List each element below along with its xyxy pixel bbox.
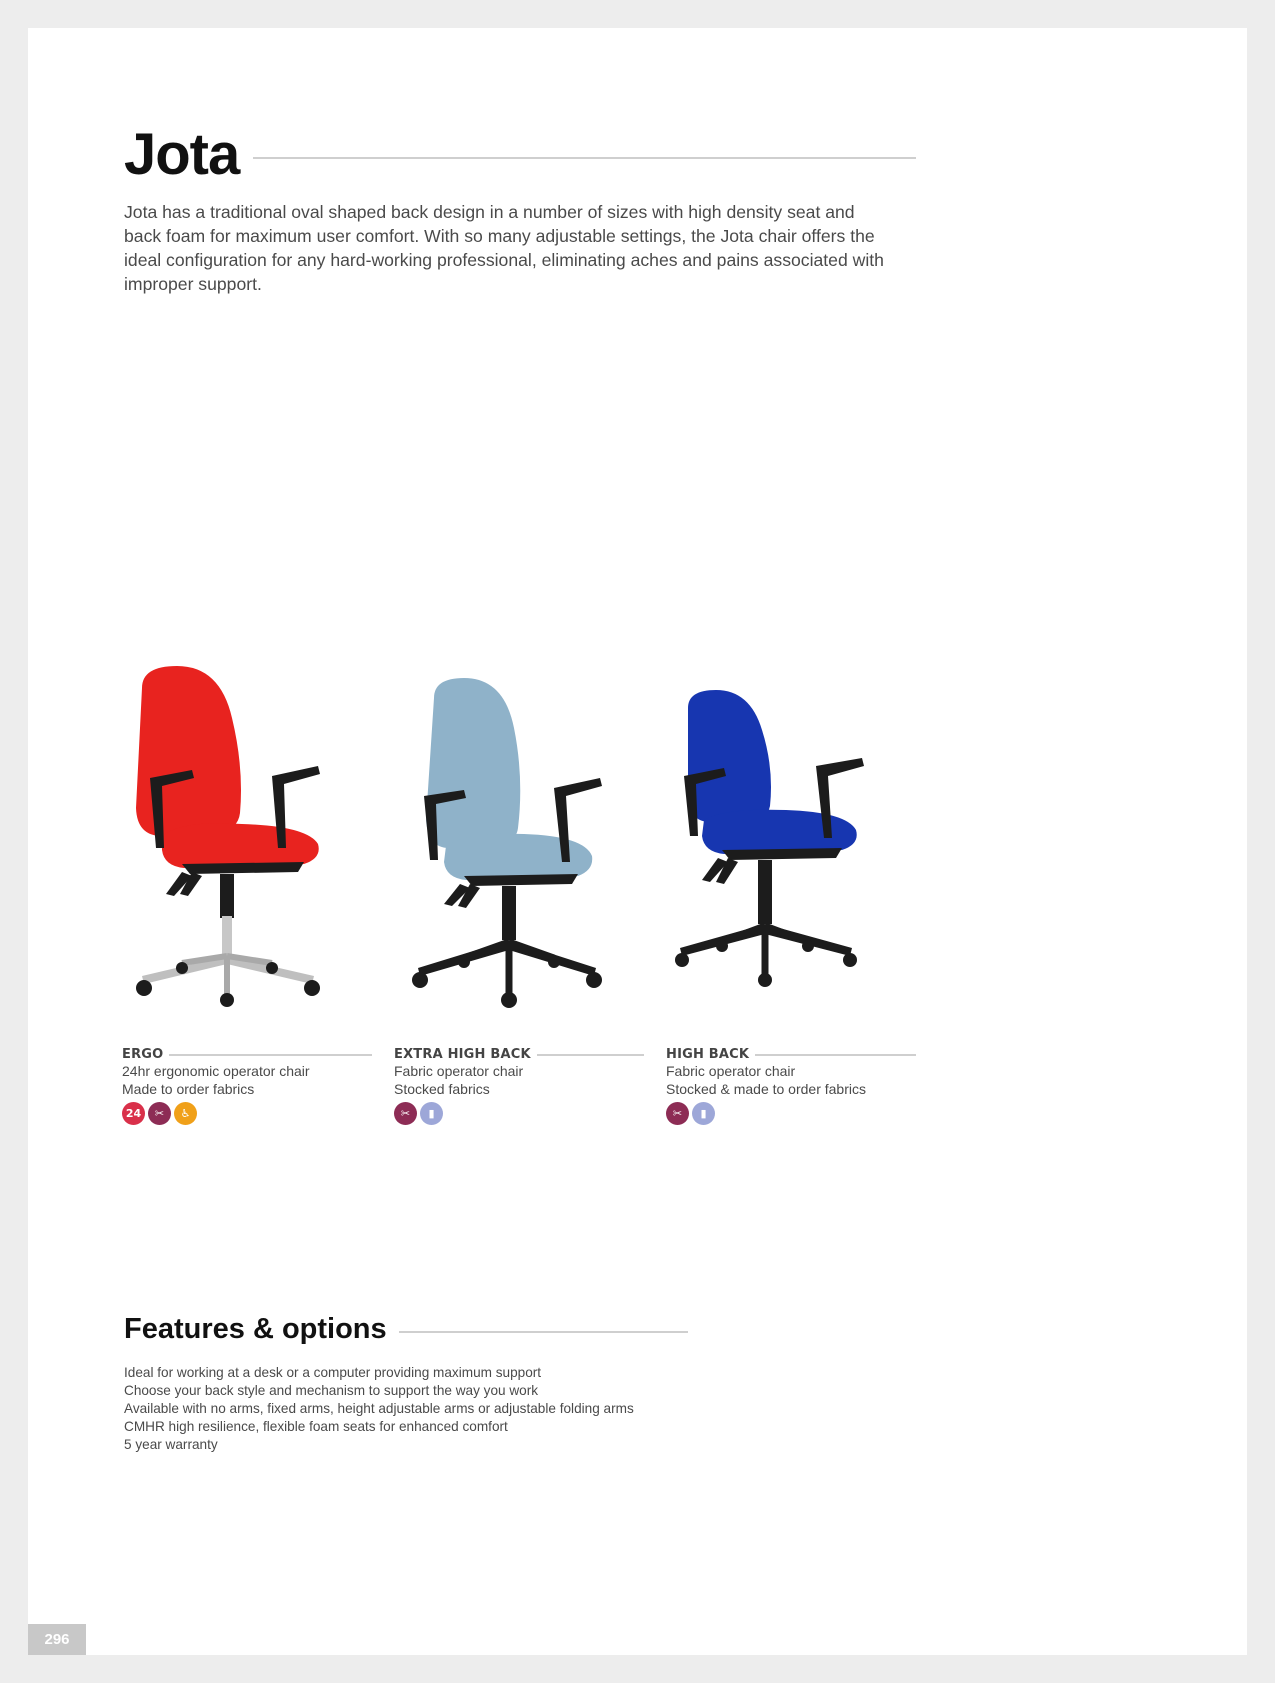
- features-heading-row: [124, 1313, 688, 1346]
- stocked-boxes-icon: ▮: [692, 1102, 715, 1125]
- title-divider: [253, 157, 916, 159]
- ergonomic-seated-person-icon: ♿: [174, 1102, 197, 1125]
- product-description: Fabric operator chair: [394, 1063, 524, 1079]
- feature-item: 5 year warranty: [124, 1437, 218, 1452]
- product-name: EXTRA HIGH BACK: [394, 1047, 531, 1062]
- product-description: 24hr ergonomic operator chair: [122, 1063, 310, 1079]
- chair-photo-extra-high-back: [394, 658, 624, 1043]
- feature-item: CMHR high resilience, flexible foam seats for enhanced comfort: [124, 1419, 508, 1434]
- feature-item: Choose your back style and mechanism to support the way you work: [124, 1383, 539, 1398]
- feature-badges: [122, 1102, 372, 1125]
- 24-hour-icon: 24: [122, 1102, 145, 1125]
- made-to-order-scissors-icon: ✂: [666, 1102, 689, 1125]
- feature-badges: [394, 1102, 644, 1125]
- feature-badges: [666, 1102, 916, 1125]
- intro-paragraph: Jota has a traditional oval shaped back design in a number of sizes with high density seat and back foam for maximum user comfort. With so many adjustable settings, the Jota chair offers the ideal configuration for any hard-working professional, eliminating aches and pains associated with improper support.: [124, 202, 884, 294]
- product-high-back[interactable]: [666, 658, 916, 1125]
- made-to-order-scissors-icon: ✂: [394, 1102, 417, 1125]
- page-number: 296: [28, 1624, 86, 1655]
- high-back-chair-image: [666, 658, 896, 1043]
- features-list: [124, 1364, 634, 1454]
- product-divider: [169, 1054, 372, 1056]
- product-name: ERGO: [122, 1047, 164, 1062]
- product-divider: [537, 1054, 644, 1056]
- page-title: Jota: [124, 122, 240, 187]
- chair-photo-high-back: [666, 658, 896, 1043]
- feature-item: Ideal for working at a desk or a computer providing maximum support: [124, 1365, 542, 1380]
- title-row: [124, 120, 916, 190]
- ergo-chair-image: [122, 658, 352, 1043]
- extra-high-back-chair-image: [394, 658, 624, 1043]
- catalogue-page: [28, 28, 1247, 1655]
- made-to-order-scissors-icon: ✂: [148, 1102, 171, 1125]
- product-heading: [394, 1047, 644, 1062]
- product-heading: [666, 1047, 916, 1062]
- stocked-boxes-icon: ▮: [420, 1102, 443, 1125]
- chair-photo-ergo: [122, 658, 352, 1043]
- features-divider: [399, 1331, 688, 1333]
- product-divider: [755, 1054, 916, 1056]
- features-title: Features & options: [124, 1313, 387, 1345]
- product-description: Fabric operator chair: [666, 1063, 796, 1079]
- product-extra-high-back[interactable]: [394, 658, 644, 1125]
- product-fabric-info: Stocked fabrics: [394, 1081, 490, 1097]
- product-fabric-info: Made to order fabrics: [122, 1081, 255, 1097]
- product-name: HIGH BACK: [666, 1047, 750, 1062]
- product-ergo[interactable]: [122, 658, 372, 1125]
- product-fabric-info: Stocked & made to order fabrics: [666, 1081, 866, 1097]
- product-heading: [122, 1047, 372, 1062]
- feature-item: Available with no arms, fixed arms, height adjustable arms or adjustable folding arms: [124, 1401, 634, 1416]
